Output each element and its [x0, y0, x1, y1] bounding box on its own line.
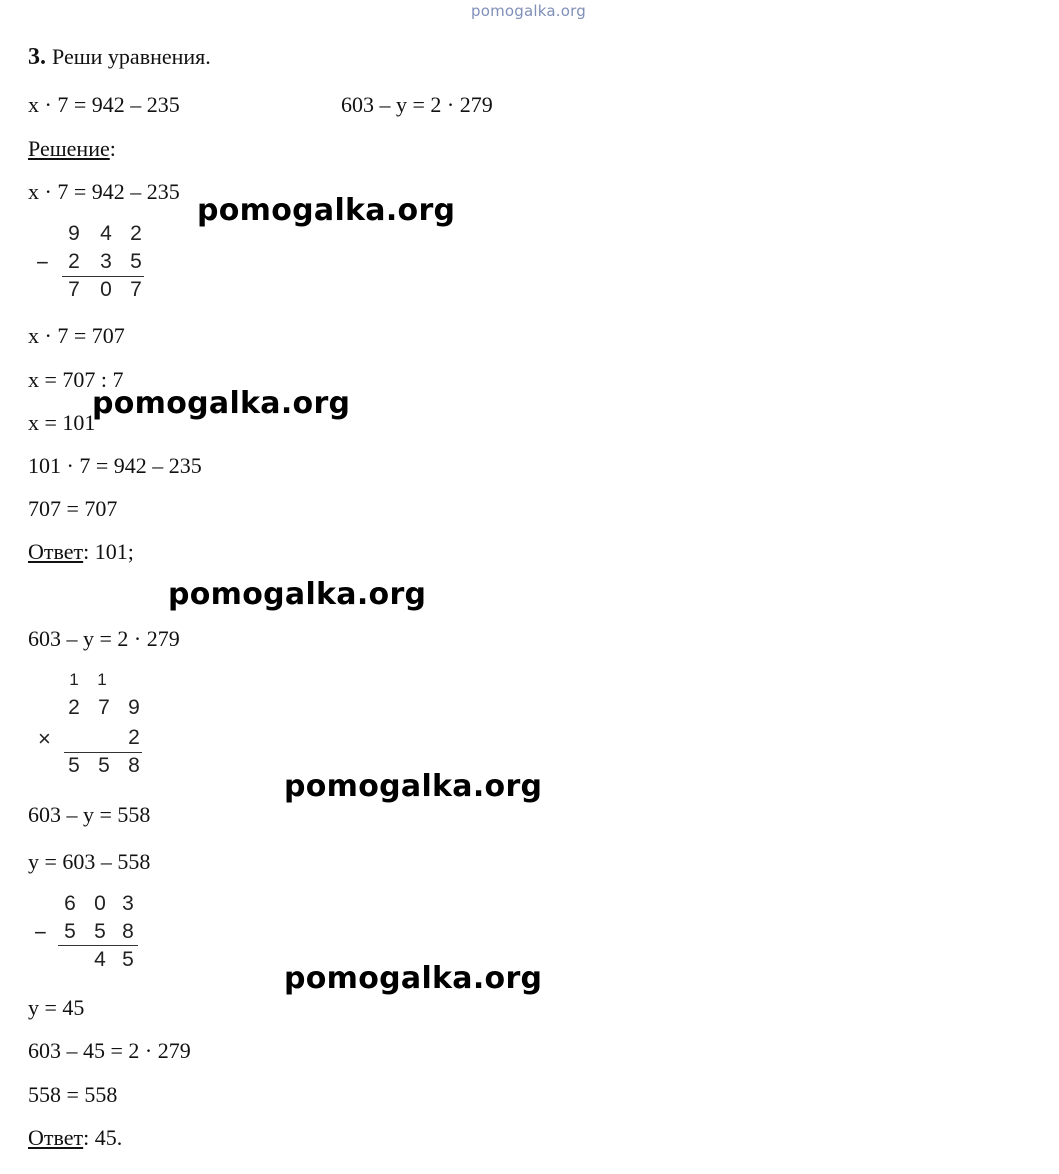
- watermark-text: pomogalka.org: [284, 769, 543, 804]
- part2-step-1: 603 – y = 558: [28, 802, 151, 827]
- watermark-text: pomogalka.org: [284, 961, 543, 996]
- task-heading: [28, 44, 211, 71]
- digit: 3: [122, 892, 134, 915]
- digit: 2: [130, 222, 142, 245]
- digit: 4: [100, 222, 112, 245]
- site-header-link[interactable]: pomogalka.org: [471, 2, 586, 20]
- digit: 5: [68, 754, 80, 777]
- answer-value: : 101;: [83, 539, 134, 564]
- answer-label: Ответ: [28, 539, 84, 564]
- digit: 7: [130, 278, 142, 301]
- part2-step-3: y = 45: [28, 995, 85, 1020]
- digit: 2: [68, 696, 80, 719]
- part2-equation: 603 – y = 2 · 279: [28, 626, 180, 651]
- digit: 4: [94, 948, 106, 971]
- subtrahend-row: [36, 250, 156, 278]
- watermark-text: pomogalka.org: [168, 577, 427, 612]
- digit: 8: [128, 754, 140, 777]
- carry-digit: 1: [97, 670, 107, 689]
- digit: 0: [100, 278, 112, 301]
- answer-label: Ответ: [28, 1125, 84, 1150]
- answer-value: : 45.: [83, 1125, 123, 1150]
- part1-check-1: 101 · 7 = 942 – 235: [28, 453, 202, 478]
- task-equation-1: x · 7 = 942 – 235: [28, 92, 180, 117]
- watermark-text: pomogalka.org: [197, 193, 456, 228]
- digit: 5: [122, 948, 134, 971]
- part2-check-2: 558 = 558: [28, 1082, 118, 1107]
- part1-step-1: x · 7 = 707: [28, 323, 125, 348]
- digit: 7: [68, 278, 80, 301]
- carry-row: [36, 670, 156, 698]
- part1-answer: [28, 539, 134, 565]
- part2-column-multiplication: [36, 670, 156, 782]
- task-equation-2: 603 – y = 2 · 279: [341, 92, 493, 117]
- digit: 6: [64, 892, 76, 915]
- task-number: 3.: [28, 44, 46, 70]
- digit: 2: [68, 250, 80, 273]
- minus-sign: −: [34, 920, 47, 945]
- solution-colon: :: [109, 136, 116, 161]
- multiplier-row: [36, 726, 156, 754]
- part2-check-1: 603 – 45 = 2 · 279: [28, 1038, 191, 1063]
- carry-digit: 1: [69, 670, 79, 689]
- digit: 9: [68, 222, 80, 245]
- digit: 2: [128, 726, 140, 749]
- part2-column-subtraction: [34, 892, 154, 982]
- digit: 3: [100, 250, 112, 273]
- digit: 5: [64, 920, 76, 943]
- product-row: [36, 754, 156, 782]
- minuend-row: [36, 222, 156, 250]
- multiplicand-row: [36, 696, 156, 724]
- subtrahend-row: [34, 920, 154, 948]
- part1-equation: x · 7 = 942 – 235: [28, 179, 180, 204]
- difference-row: [34, 948, 154, 976]
- digit: 9: [128, 696, 140, 719]
- digit: 5: [98, 754, 110, 777]
- digit: 0: [94, 892, 106, 915]
- watermark-text: pomogalka.org: [92, 386, 351, 421]
- multiply-sign: ×: [38, 726, 51, 751]
- solution-heading: [28, 136, 116, 162]
- digit: 5: [94, 920, 106, 943]
- column-divider-line: [62, 276, 144, 277]
- minuend-row: [34, 892, 154, 920]
- column-divider-line: [58, 945, 138, 946]
- digit: 5: [130, 250, 142, 273]
- task-title: Реши уравнения.: [52, 44, 211, 69]
- part1-step-3: x = 101: [28, 410, 96, 435]
- part2-answer: [28, 1125, 122, 1151]
- digit: 8: [122, 920, 134, 943]
- part2-step-2: y = 603 – 558: [28, 849, 151, 874]
- solution-label: Решение: [28, 136, 110, 161]
- digit: 7: [98, 696, 110, 719]
- difference-row: [36, 278, 156, 306]
- part1-step-2: x = 707 : 7: [28, 367, 124, 392]
- part1-column-subtraction: [36, 222, 156, 312]
- column-divider-line: [64, 752, 142, 753]
- minus-sign: −: [36, 250, 49, 275]
- part1-check-2: 707 = 707: [28, 496, 118, 521]
